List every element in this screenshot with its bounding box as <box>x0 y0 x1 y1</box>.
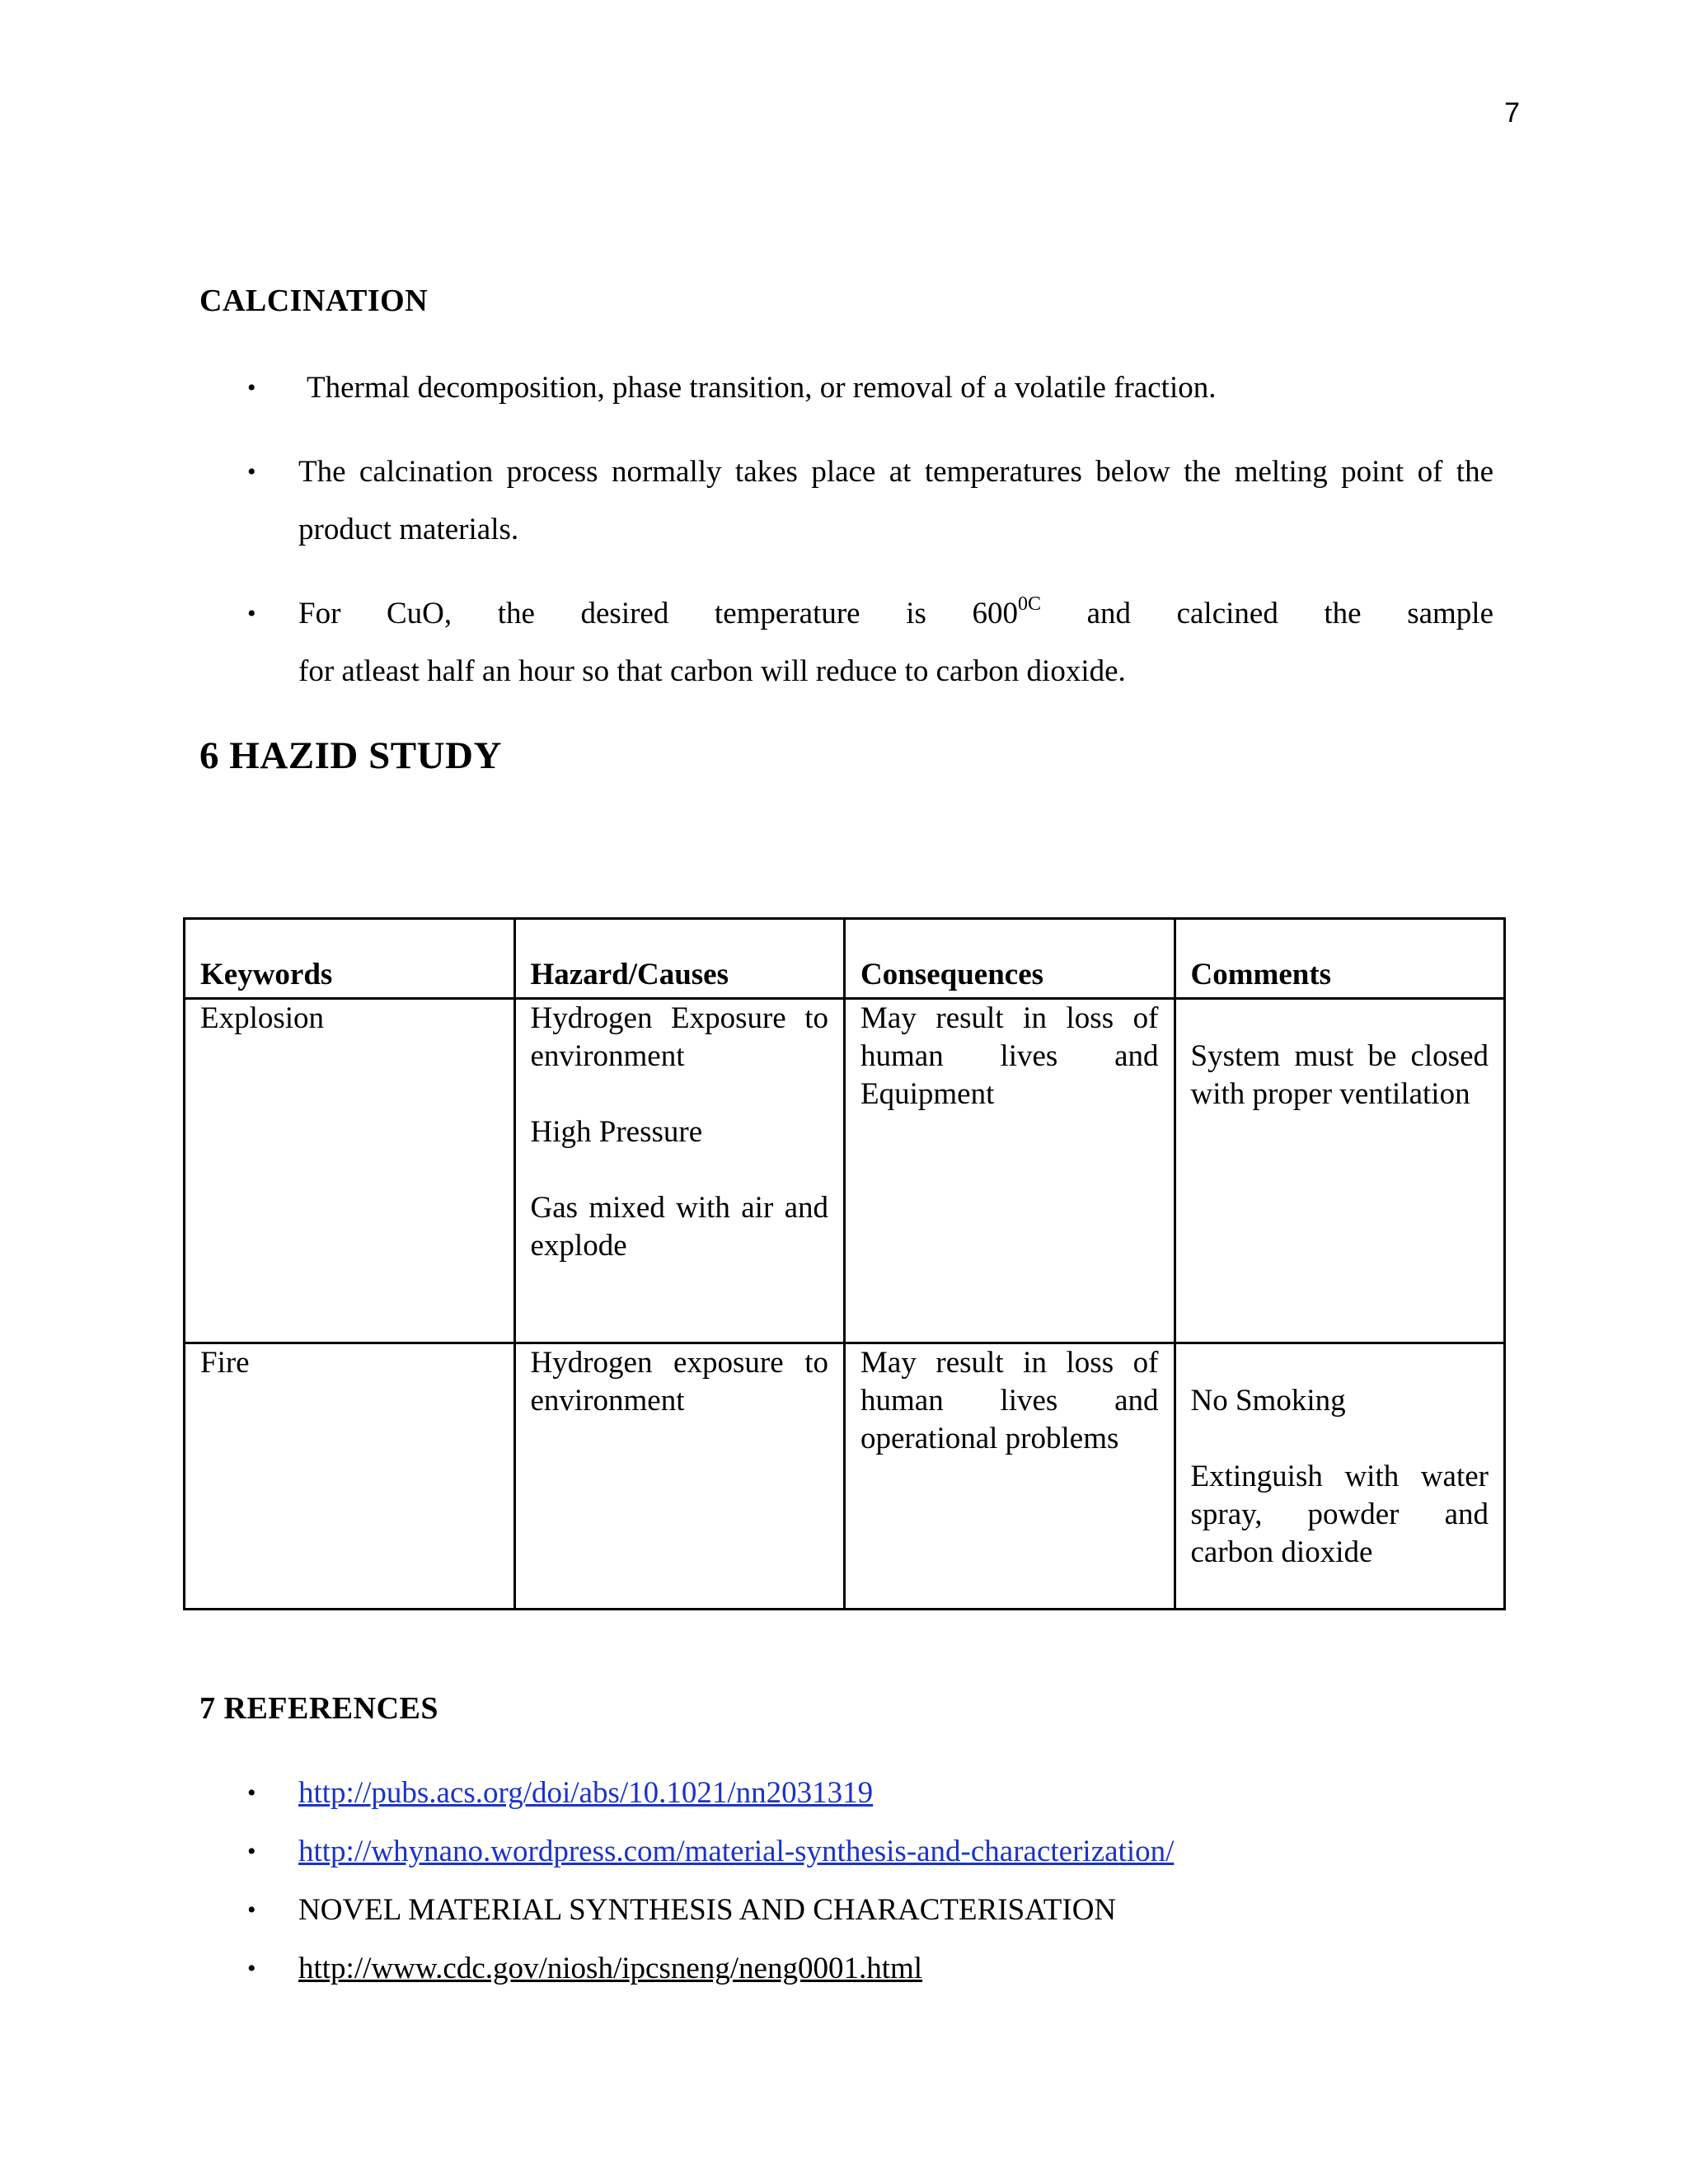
keyword-cell: Explosion <box>185 999 515 1343</box>
consequences-cell: May result in loss of human lives and Equipment <box>845 999 1175 1343</box>
bullet-dot-icon: • <box>247 1955 256 1982</box>
comment-item: No Smoking <box>1190 1384 1346 1418</box>
consequences-cell: May result in loss of human lives and operational problems <box>845 1343 1175 1610</box>
temperature-text-end: and calcined the sample <box>1086 597 1493 630</box>
temperature-unit-superscript: 0C <box>1017 593 1041 615</box>
calcination-bullet-list <box>199 359 1493 727</box>
bullet-dot-icon: • <box>247 458 256 485</box>
calcination-heading: CALCINATION <box>199 284 429 318</box>
table-row <box>185 1343 1505 1610</box>
hazard-item: Hydrogen Exposure to environment <box>530 1001 828 1073</box>
comments-cell <box>1175 999 1505 1343</box>
bullet-dot-icon: • <box>247 600 256 627</box>
hazard-item: Gas mixed with air and explode <box>530 1191 828 1263</box>
reference-text: NOVEL MATERIAL SYNTHESIS AND CHARACTERISATION <box>298 1893 1117 1927</box>
column-header-keywords: Keywords <box>185 919 515 999</box>
reference-item <box>199 1822 1493 1881</box>
comment-item: System must be closed with proper ventilation <box>1190 1039 1489 1111</box>
calcination-bullet-2 <box>199 443 1493 559</box>
calcination-bullet-1 <box>199 359 1493 417</box>
hazard-cell <box>514 999 845 1343</box>
page-number: 7 <box>1504 97 1520 129</box>
column-header-hazard-causes: Hazard/Causes <box>514 919 845 999</box>
table-row <box>185 999 1505 1343</box>
hazard-item: High Pressure <box>530 1115 703 1149</box>
calcination-bullet-text: The calcination process normally takes place at temperatures below the melting point of the product materials. <box>298 455 1493 546</box>
bullet-dot-icon: • <box>247 1779 256 1807</box>
hazard-cell <box>514 1343 845 1610</box>
reference-item <box>199 1764 1493 1822</box>
column-header-consequences: Consequences <box>845 919 1175 999</box>
keyword-cell: Fire <box>185 1343 515 1610</box>
calcination-bullet-3-line-1 <box>298 585 1493 643</box>
bullet-dot-icon: • <box>247 1838 256 1865</box>
comments-cell <box>1175 1343 1505 1610</box>
bullet-dot-icon: • <box>247 374 256 401</box>
references-heading: 7 REFERENCES <box>199 1691 438 1726</box>
comment-item: Extinguish with water spray, powder and carbon dioxide <box>1190 1460 1489 1569</box>
reference-link-whynano[interactable]: http://whynano.wordpress.com/material-synthesis-and-characterization/ <box>298 1835 1175 1868</box>
calcination-bullet-3 <box>199 585 1493 701</box>
reference-item <box>199 1881 1493 1939</box>
hazid-heading: 6 HAZID STUDY <box>199 734 502 777</box>
reference-item <box>199 1939 1493 1998</box>
calcination-bullet-3-line-2: for atleast half an hour so that carbon will reduce to carbon dioxide. <box>298 654 1126 688</box>
table-header-row <box>185 919 1505 999</box>
hazid-table <box>183 917 1506 1610</box>
reference-link-acs[interactable]: http://pubs.acs.org/doi/abs/10.1021/nn2031319 <box>298 1776 874 1810</box>
temperature-text: For CuO, the desired temperature is 600 <box>298 597 1018 630</box>
bullet-dot-icon: • <box>247 1896 256 1924</box>
reference-link-cdc[interactable]: http://www.cdc.gov/niosh/ipcsneng/neng0001.html <box>298 1952 923 1985</box>
hazard-item: Hydrogen exposure to environment <box>530 1346 828 1418</box>
calcination-bullet-text: Thermal decomposition, phase transition, or removal of a volatile fraction. <box>307 371 1217 405</box>
references-list <box>199 1764 1493 1998</box>
column-header-comments: Comments <box>1175 919 1505 999</box>
